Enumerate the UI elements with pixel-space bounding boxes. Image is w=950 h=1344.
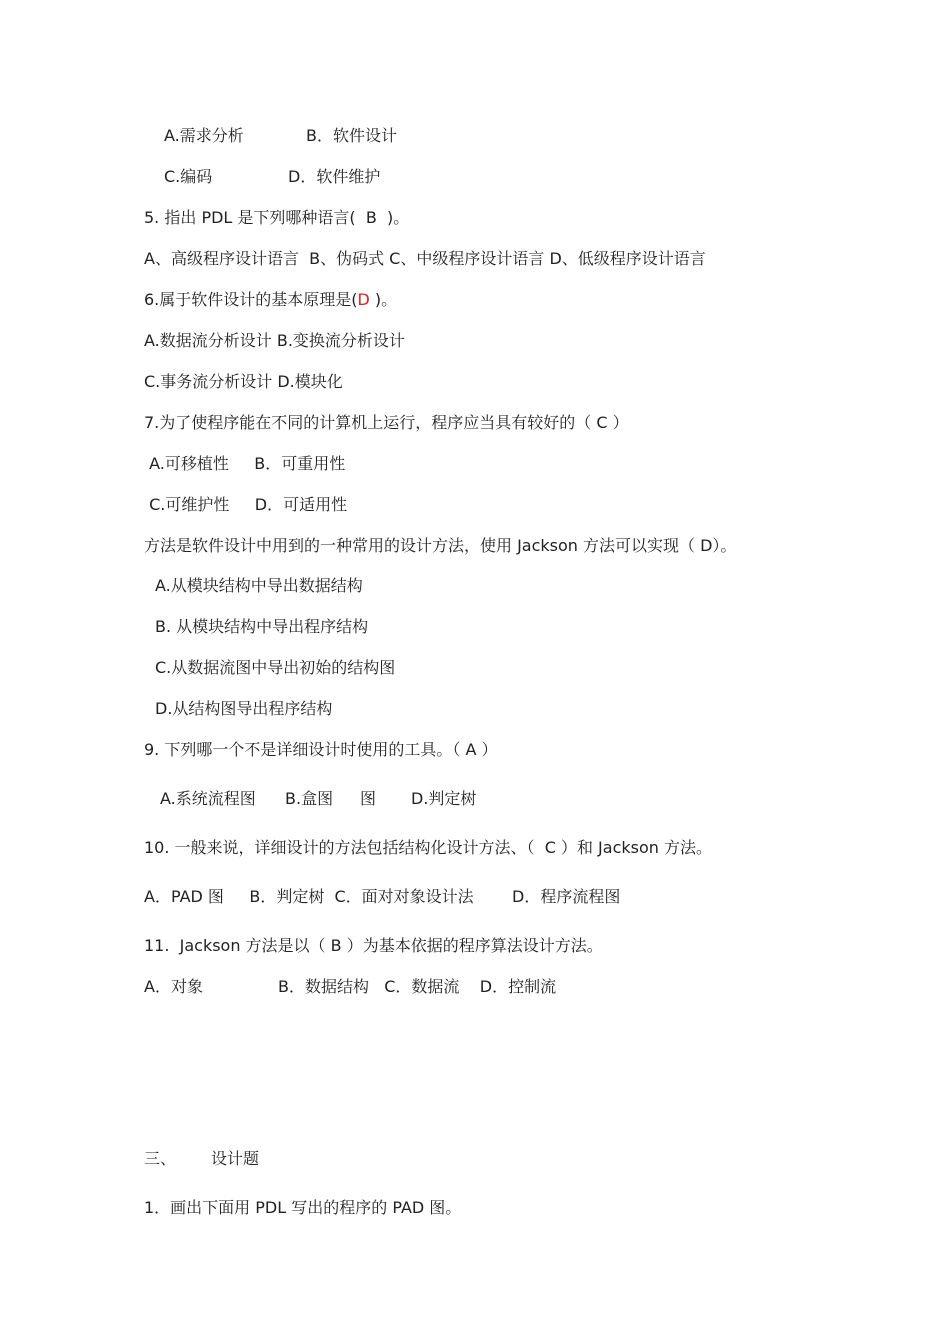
q11-option-a: A．对象 (144, 977, 203, 996)
q6-options-row1: A.数据流分析设计 B.变换流分析设计 (144, 331, 405, 350)
q4-option-a: A.需求分析 (164, 126, 244, 145)
q4-option-b: B．软件设计 (306, 126, 397, 145)
q8-option-b: B. 从模块结构中导出程序结构 (155, 617, 369, 636)
q8-option-d: D.从结构图导出程序结构 (155, 699, 333, 718)
q5-question: 5. 指出 PDL 是下列哪种语言( B )。 (144, 208, 410, 227)
q6-answer: D (357, 290, 370, 309)
section3-item1: 1．画出下面用 PDL 写出的程序的 PAD 图。 (144, 1198, 462, 1217)
q8-option-a: A.从模块结构中导出数据结构 (155, 576, 363, 595)
q9-option-b: B.盒图 (285, 789, 334, 808)
q7-question: 7.为了使程序能在不同的计算机上运行，程序应当具有较好的（ C ） (144, 413, 629, 432)
q11-options-bcd: B．数据结构 C．数据流 D．控制流 (278, 977, 557, 996)
q6-question-suffix: )。 (369, 290, 398, 309)
q10-options-abc: A．PAD 图 B．判定树 C．面对对象设计法 (144, 887, 474, 906)
q9-option-c: 图 (360, 789, 377, 808)
q6-options-row2: C.事务流分析设计 D.模块化 (144, 372, 343, 391)
q10-option-d: D．程序流程图 (512, 887, 621, 906)
q8-question: 方法是软件设计中用到的一种常用的设计方法，使用 Jackson 方法可以实现（ D）。 (144, 536, 737, 555)
q9-question: 9. 下列哪一个不是详细设计时使用的工具。（ A ） (144, 740, 498, 759)
q6-question-prefix: 6.属于软件设计的基本原理是( (144, 290, 358, 309)
q7-options-row2: C.可维护性 D．可适用性 (144, 495, 348, 514)
section3-title: 设计题 (211, 1149, 260, 1168)
q9-option-d: D.判定树 (411, 789, 477, 808)
q4-option-c: C.编码 (164, 167, 213, 186)
q4-option-d: D．软件维护 (288, 167, 381, 186)
q10-question: 10. 一般来说，详细设计的方法包括结构化设计方法、（ C ）和 Jackson 方法。 (144, 838, 712, 857)
q6-question (144, 292, 397, 308)
q11-question: 11. Jackson 方法是以（ B ）为基本依据的程序算法设计方法。 (144, 936, 603, 955)
q8-option-c: C.从数据流图中导出初始的结构图 (155, 658, 396, 677)
q5-options: A、高级程序设计语言 B、伪码式 C、中级程序设计语言 D、低级程序设计语言 (144, 249, 706, 268)
q9-option-a: A.系统流程图 (160, 789, 256, 808)
section3-number: 三、 (144, 1149, 177, 1168)
q7-options-row1: A.可移植性 B．可重用性 (144, 454, 346, 473)
